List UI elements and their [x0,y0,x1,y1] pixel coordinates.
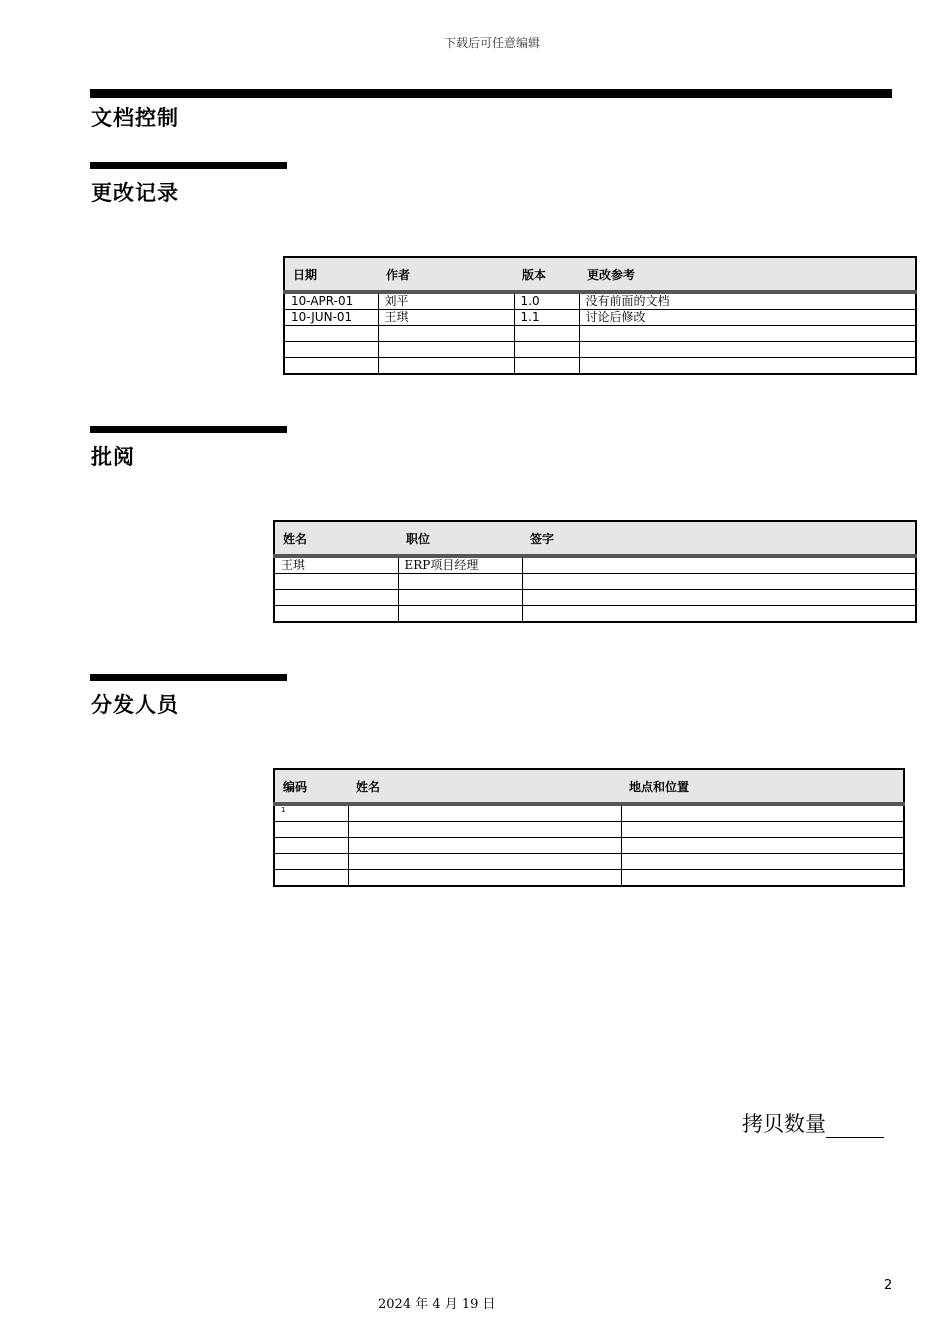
copies-blank-line [826,1115,884,1138]
header-note: 下载后可任意编辑 [443,36,540,50]
table-cell [348,804,621,822]
table-cell [274,606,398,623]
review-rule [90,426,287,433]
table-cell [348,822,621,838]
table-header-row [284,257,916,292]
review-table [273,520,917,623]
table-header-row [274,769,904,804]
change-record-title: 更改记录 [91,181,179,205]
table-cell [621,870,904,887]
signature-cell [522,590,916,606]
distribution-table [273,768,905,887]
table-cell: 1.1 [514,310,579,326]
table-cell [579,342,916,358]
footer-date: 2024 年 4 月 19 日 [378,1297,496,1312]
table-row [274,854,904,870]
column-header: 版本 [514,257,579,292]
column-header: 姓名 [274,521,398,556]
table-row [284,292,916,310]
table-header-row [274,521,916,556]
signature-cell [522,606,916,623]
table-cell: 没有前面的文档 [579,292,916,310]
change-record-rule [90,162,287,169]
column-header: 更改参考 [579,257,916,292]
column-header: 签字 [522,521,916,556]
table-row [274,606,916,623]
column-header: 作者 [378,257,514,292]
table-cell [378,358,514,375]
table-cell [398,590,522,606]
table-cell [274,838,348,854]
signature-cell [522,574,916,590]
table-row [274,590,916,606]
page-number: 2 [884,1278,893,1293]
table-cell [274,574,398,590]
table-cell [398,574,522,590]
table-cell: 讨论后修改 [579,310,916,326]
table-cell [284,358,378,375]
table-cell [621,854,904,870]
table-cell [514,342,579,358]
table-cell [284,342,378,358]
table-cell: 王琪 [378,310,514,326]
table-cell [348,854,621,870]
table-row [274,556,916,574]
table-cell: 刘平 [378,292,514,310]
table-cell [398,606,522,623]
table-cell [348,838,621,854]
table-row [274,822,904,838]
table-row [274,838,904,854]
copies-label: 拷贝数量 [742,1112,826,1136]
table-row [274,574,916,590]
table-cell [579,326,916,342]
copies-count [742,1108,884,1138]
table-cell [274,854,348,870]
table-cell: 1.0 [514,292,579,310]
table-row [284,326,916,342]
table-cell [274,590,398,606]
distribution-rule [90,674,287,681]
column-header: 姓名 [348,769,621,804]
change-record-table [283,256,917,375]
table-row [274,870,904,887]
table-row [274,804,904,822]
top-rule [90,89,892,98]
table-cell [378,326,514,342]
column-header: 日期 [284,257,378,292]
table-row [284,342,916,358]
table-cell [274,822,348,838]
column-header: 地点和位置 [621,769,904,804]
table-cell: 1 [274,804,348,822]
signature-cell [522,556,916,574]
table-cell: ERP项目经理 [398,556,522,574]
table-cell [378,342,514,358]
table-cell [514,326,579,342]
table-cell: 10-APR-01 [284,292,378,310]
doc-control-title: 文档控制 [91,106,179,130]
table-cell [621,838,904,854]
table-cell [621,804,904,822]
table-cell: 王琪 [274,556,398,574]
column-header: 职位 [398,521,522,556]
table-cell [284,326,378,342]
table-cell [514,358,579,375]
column-header: 编码 [274,769,348,804]
table-row [284,310,916,326]
table-cell [274,870,348,887]
distribution-title: 分发人员 [91,693,179,717]
table-cell: 10-JUN-01 [284,310,378,326]
table-cell [621,822,904,838]
table-cell [579,358,916,375]
table-row [284,358,916,375]
review-title: 批阅 [91,445,135,469]
table-cell [348,870,621,887]
